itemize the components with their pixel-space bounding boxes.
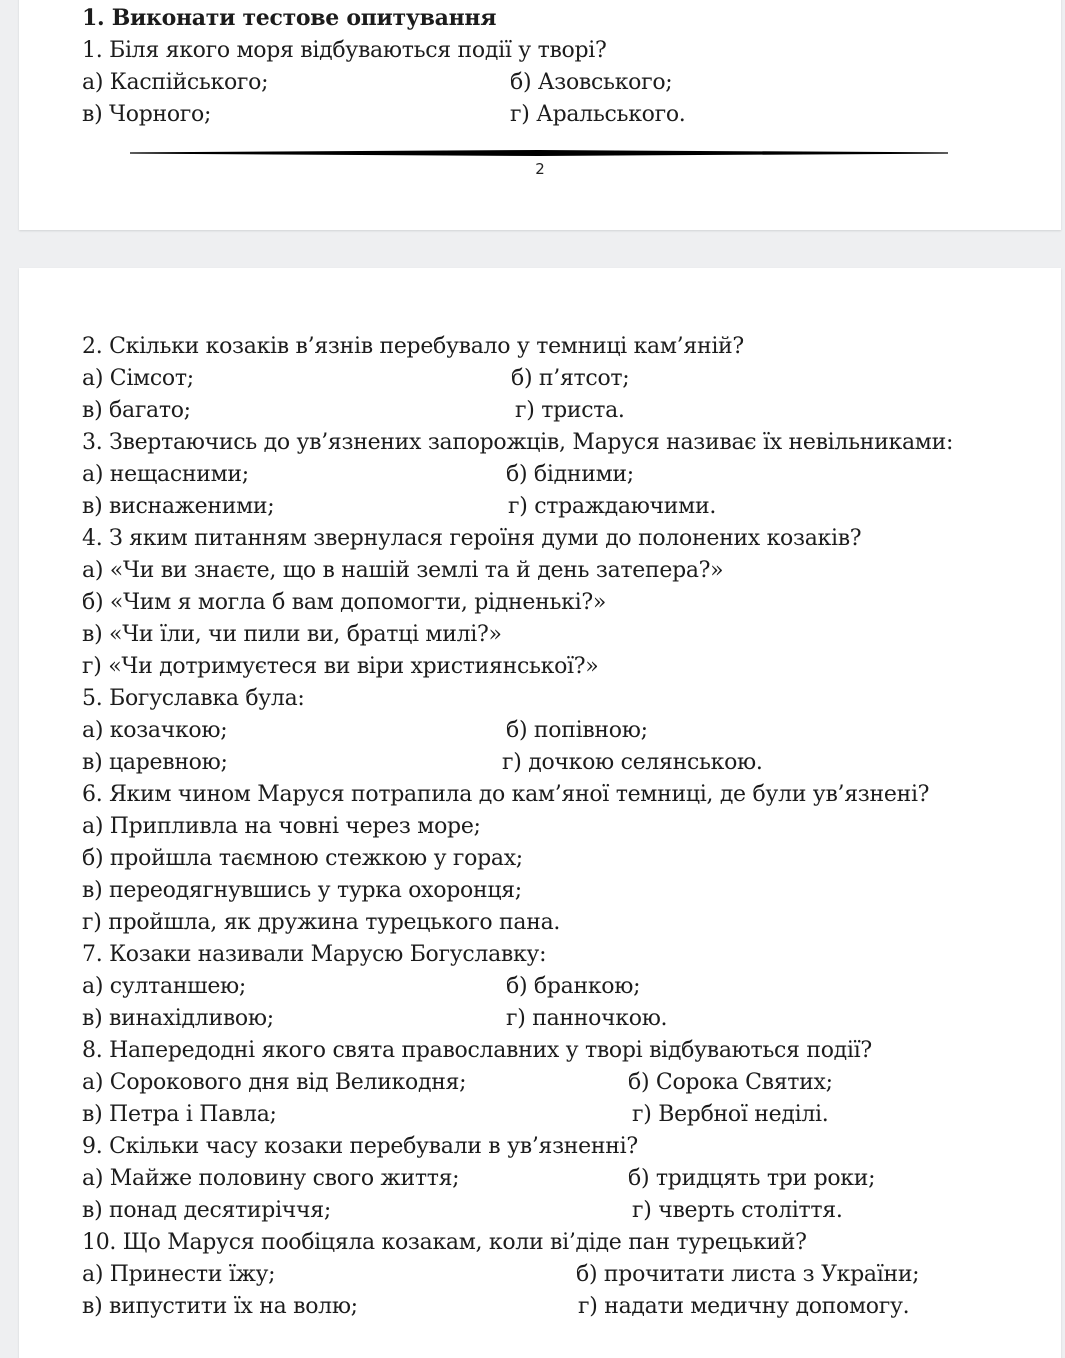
- answer-option: в) Чорного;: [82, 102, 212, 127]
- question-text: 6. Яким чином Маруся потрапила до кам’яної темниці, де були ув’язнені?: [82, 782, 930, 807]
- answer-row: [82, 1163, 876, 1195]
- answer-option: г) надати медичну допомогу.: [578, 1294, 910, 1319]
- question-text: 10. Що Маруся пообіцяла козакам, коли ві’діде пан турецький?: [82, 1230, 807, 1255]
- answer-option: а) Принести їжу;: [82, 1262, 276, 1287]
- answer-option: г) страждаючими.: [508, 494, 717, 519]
- answer-row: [82, 715, 648, 747]
- answer-row: [82, 1099, 829, 1131]
- answer-option: б) бідними;: [506, 462, 634, 487]
- answer-option: б) бранкою;: [506, 974, 641, 999]
- answer-option: б) «Чим я могла б вам допомогти, рідненькі?»: [82, 590, 606, 615]
- answer-option: в) багато;: [82, 398, 191, 423]
- answer-option: в) випустити їх на волю;: [82, 1294, 358, 1319]
- answer-option: в) понад десятиріччя;: [82, 1198, 331, 1223]
- question-text: 3. Звертаючись до ув’язнених запорожців, Маруся називає їх невільниками:: [82, 430, 954, 455]
- answer-option: а) «Чи ви знаєте, що в нашій землі та й день затепера?»: [82, 558, 724, 583]
- answer-option: б) п’ятсот;: [511, 366, 630, 391]
- answer-option: б) Сорока Святих;: [628, 1070, 833, 1095]
- answer-option: а) Припливла на човні через море;: [82, 814, 481, 839]
- answer-option: а) Сімсот;: [82, 366, 194, 391]
- answer-option: г) чверть століття.: [632, 1198, 843, 1223]
- answer-option: а) козачкою;: [82, 718, 228, 743]
- question-text: 8. Напередодні якого свята православних у творі відбуваються події?: [82, 1038, 872, 1063]
- answer-option: б) прочитати листа з України;: [576, 1262, 920, 1287]
- question-text: 4. З яким питанням звернулася героїня думи до полонених козаків?: [82, 526, 862, 551]
- answer-option: б) попівною;: [506, 718, 648, 743]
- answer-row: [82, 747, 763, 779]
- answer-row: [82, 67, 673, 99]
- answer-option: г) дочкою селянською.: [502, 750, 763, 775]
- answer-row: [82, 363, 630, 395]
- answer-option: г) «Чи дотримуєтеся ви віри християнської?»: [82, 654, 599, 679]
- answer-row: [82, 1195, 843, 1227]
- ornamental-divider: [130, 150, 948, 156]
- answer-option: в) переодягнувшись у турка охоронця;: [82, 878, 522, 903]
- answer-row: [82, 971, 641, 1003]
- answer-row: [82, 491, 717, 523]
- answer-row: [82, 1291, 910, 1323]
- answer-option: г) панночкою.: [506, 1006, 668, 1031]
- answer-row: [82, 99, 686, 131]
- answer-option: б) тридцять три роки;: [628, 1166, 876, 1191]
- answer-option: а) султаншею;: [82, 974, 247, 999]
- answer-option: в) Петра і Павла;: [82, 1102, 277, 1127]
- answer-option: а) Майже половину свого життя;: [82, 1166, 460, 1191]
- answer-row: [82, 1067, 833, 1099]
- question-text: 7. Козаки називали Марусю Богуславку:: [82, 942, 547, 967]
- answer-option: б) пройшла таємною стежкою у горах;: [82, 846, 523, 871]
- answer-option: г) пройшла, як дружина турецького пана.: [82, 910, 561, 935]
- page-number: 2: [535, 160, 545, 178]
- answer-option: а) нещасними;: [82, 462, 249, 487]
- answer-option: в) «Чи їли, чи пили ви, братці милі?»: [82, 622, 502, 647]
- answer-row: [82, 1003, 668, 1035]
- question-text: 1. Біля якого моря відбуваються події у творі?: [82, 38, 607, 63]
- answer-option: г) Аральського.: [510, 102, 686, 127]
- answer-row: [82, 459, 634, 491]
- question-text: 5. Богуславка була:: [82, 686, 305, 711]
- answer-option: в) царевною;: [82, 750, 228, 775]
- answer-row: [82, 1259, 920, 1291]
- section-title: 1. Виконати тестове опитування: [82, 5, 497, 31]
- answer-option: в) виснаженими;: [82, 494, 275, 519]
- answer-option: а) Сорокового дня від Великодня;: [82, 1070, 467, 1095]
- question-text: 2. Скільки козаків в’язнів перебувало у темниці кам’яній?: [82, 334, 744, 359]
- answer-option: б) Азовського;: [510, 70, 673, 95]
- answer-option: а) Каспійського;: [82, 70, 269, 95]
- answer-option: г) триста.: [515, 398, 625, 423]
- answer-row: [82, 395, 625, 427]
- question-text: 9. Скільки часу козаки перебували в ув’язненні?: [82, 1134, 638, 1159]
- answer-option: в) винахідливою;: [82, 1006, 274, 1031]
- answer-option: г) Вербної неділі.: [632, 1102, 829, 1127]
